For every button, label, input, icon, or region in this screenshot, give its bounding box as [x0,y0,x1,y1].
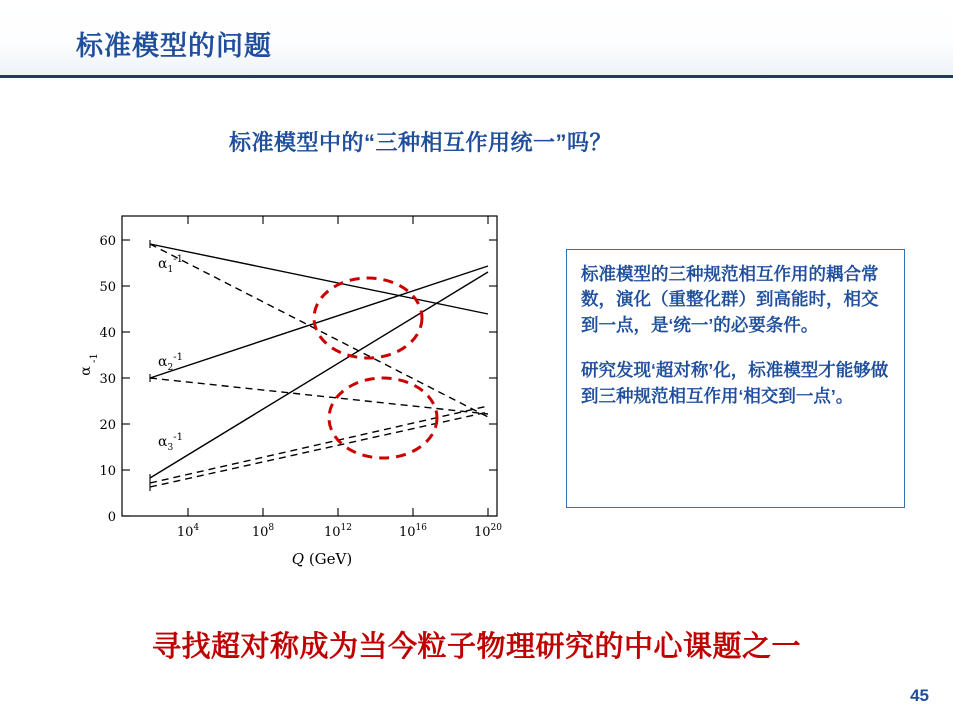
svg-text:30: 30 [99,372,116,387]
svg-text:50: 50 [99,280,116,295]
alpha1-label: $\alpha_1^{-1}$ [158,254,183,275]
slide-subtitle [0,126,953,157]
svg-text:40: 40 [99,326,116,341]
svg-text:1012: $10^{12}$ [324,523,352,540]
svg-text:-1: -1 [89,353,100,363]
page-number: 45 [910,686,929,705]
x-axis-label [292,550,352,568]
svg-text:60: 60 [99,234,116,249]
alpha2-label: $\alpha_2^{-1}$ [158,352,183,373]
explanation-textbox [566,249,905,508]
svg-text:20: 20 [99,418,116,433]
explanation-paragraph-2: 研究发现‘超对称’化，标准模型才能够做到三种规范相互作用‘相交到一点’。 [581,360,889,406]
svg-text:104: $10^4$ [176,523,200,540]
svg-text:1016: $10^{16}$ [399,523,427,540]
svg-text:10: 10 [99,464,116,479]
explanation-paragraph-1: 标准模型的三种规范相互作用的耦合常数，演化（重整化群）到高能时，相交到一点，是‘统一’的必要条件。 [581,264,879,335]
conclusion-text: 寻找超对称成为当今粒子物理研究的中心课题之一 [151,631,801,663]
slide-header [0,0,953,78]
coupling-running-figure [72,206,542,576]
y-axis-label [78,353,100,376]
svg-text:0: 0 [107,510,116,525]
page-title: 标准模型的问题 [76,31,272,61]
svg-text:Q (GeV): Q (GeV) [291,550,353,568]
subtitle-text: 标准模型中的“三种相互作用统一”吗？ [228,130,612,155]
svg-text:1020: $10^{20}$ [474,523,502,540]
svg-text:108: $10^8$ [251,523,275,540]
alpha3-label: $\alpha_3^{-1}$ [158,432,183,453]
svg-text:α: α [78,366,94,376]
